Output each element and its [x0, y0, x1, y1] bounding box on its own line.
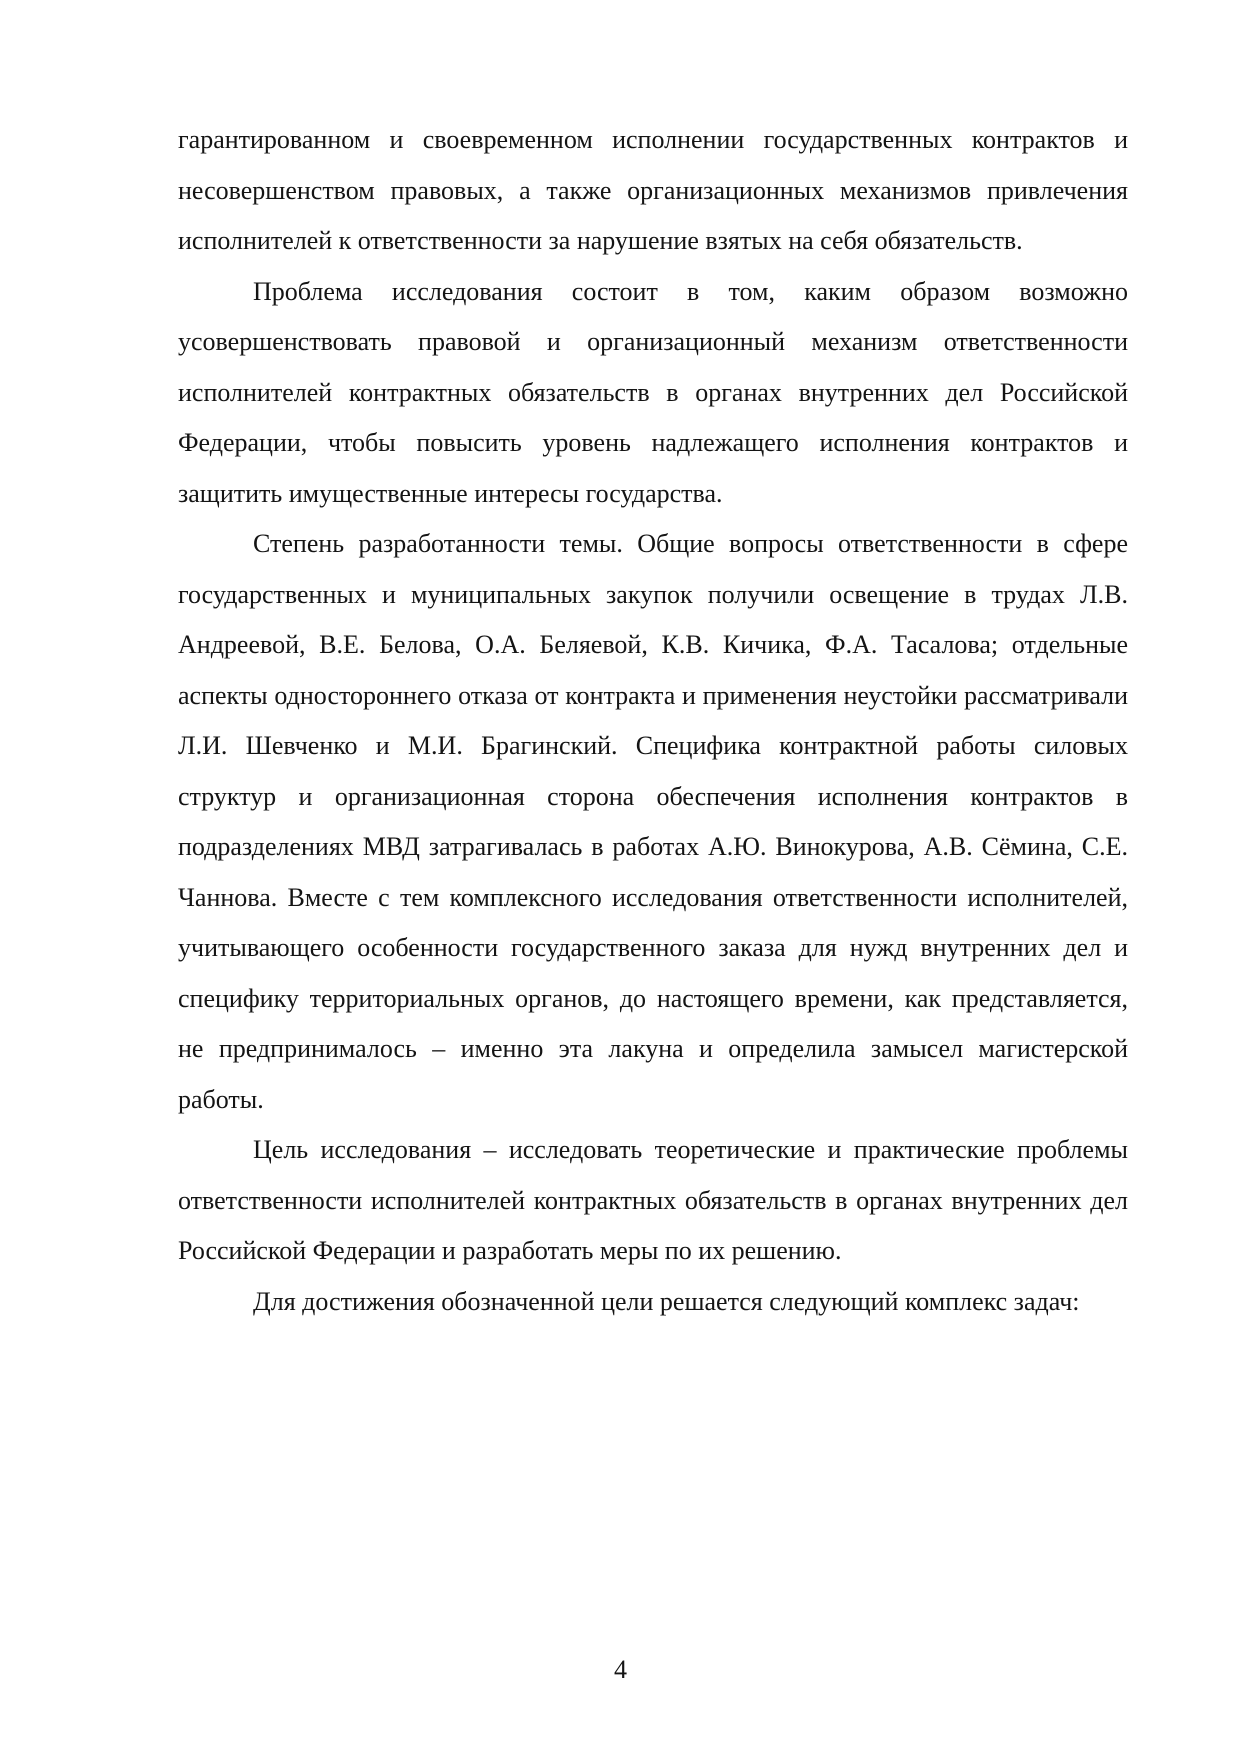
paragraph-degree-of-development: Степень разработанности темы. Общие вопросы ответственности в сфере государственных и муниципальных закупок получили освещение в трудах Л.В. Андреевой, В.Е. Белова, О.А. Беляевой, К.В. Кичика, Ф.А. Тасалова; отдельные аспекты одностороннего отказа от контракта и применения неустойки рассматривали Л.И. Шевченко и М.И. Брагинский. Специфика контрактной работы силовых структур и организационная сторона обеспечения исполнения контрактов в подразделениях МВД затрагивалась в работах А.Ю. Винокурова, А.В. Сёмина, С.Е. Чаннова. Вместе с тем комплексного исследования ответственности исполнителей, учитывающего особенности государственного заказа для нужд внутренних дел и специфику территориальных органов, до настоящего времени, как представляется, не предпринималось – именно эта лакуна и определила замысел магистерской работы. [178, 529, 1128, 1114]
paragraph-continuation: гарантированном и своевременном исполнении государственных контрактов и несовершенством правовых, а также организационных механизмов привлечения исполнителей к ответственности за нарушение взятых на себя обязательств. [178, 125, 1128, 255]
page-number: 4 [614, 1655, 627, 1684]
paragraph-research-problem: Проблема исследования состоит в том, каким образом возможно усовершенствовать правовой и организационный механизм ответственности исполнителей контрактных обязательств в органах внутренних дел Российской Федерации, чтобы повысить уровень надлежащего исполнения контрактов и защитить имущественные интересы государства. [178, 276, 1128, 508]
paragraph-research-goal: Цель исследования – исследовать теоретические и практические проблемы ответственности исполнителей контрактных обязательств в органах внутренних дел Российской Федерации и разработать меры по их решению. [178, 1135, 1128, 1265]
body-text [178, 115, 1128, 1327]
paragraph-tasks-intro: Для достижения обозначенной цели решается следующий комплекс задач: [253, 1286, 1080, 1316]
